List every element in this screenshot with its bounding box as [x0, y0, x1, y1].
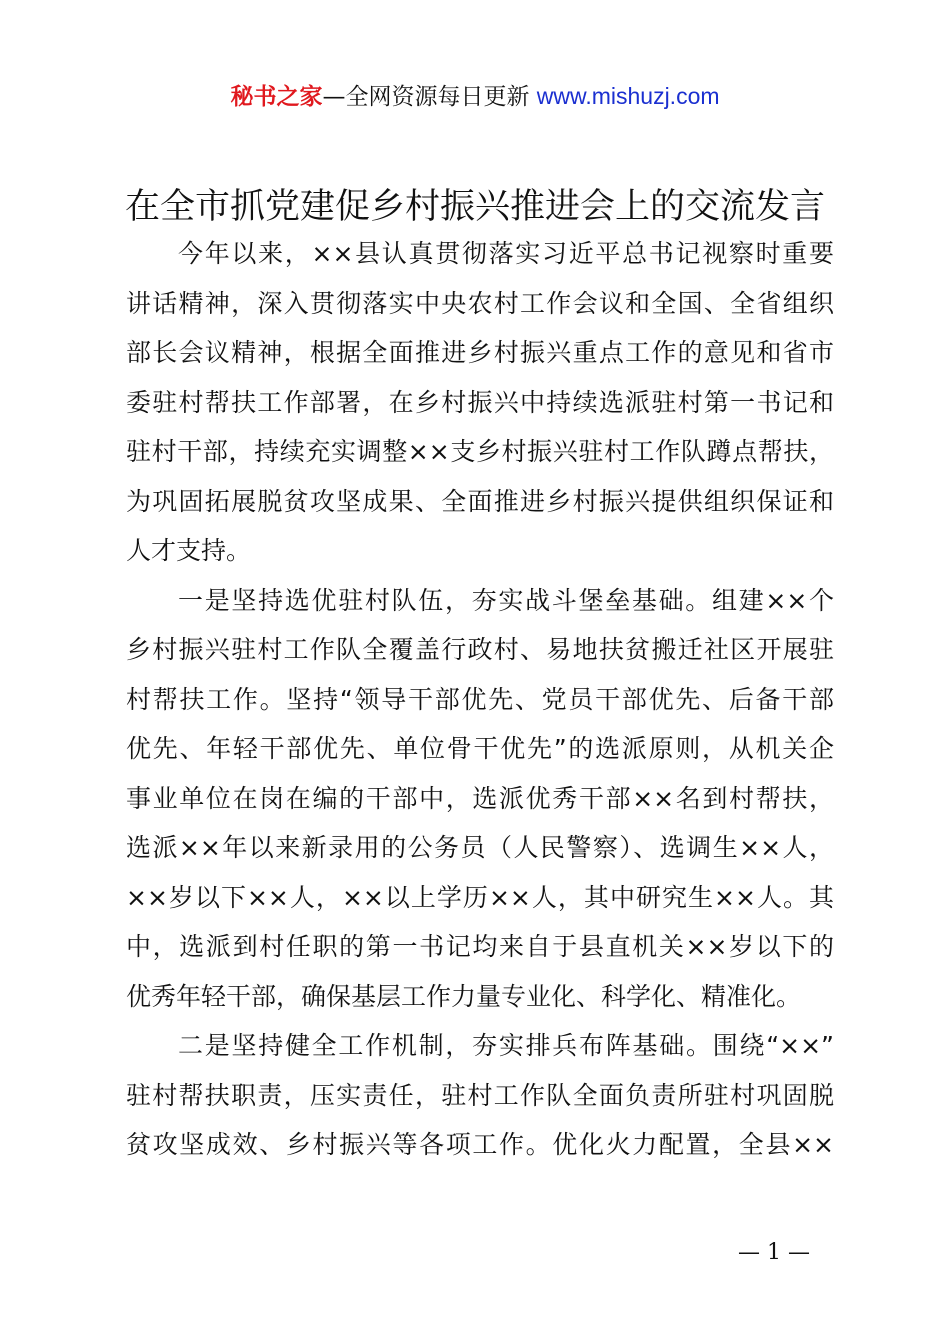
page-number: — 1 — [738, 1240, 810, 1265]
paragraph-1 [126, 229, 834, 576]
text-line: 委驻村帮扶工作部署，在乡村振兴中持续选派驻村第一书记和 [126, 387, 834, 417]
text-line: 一是坚持选优驻村队伍，夯实战斗堡垒基础。组建××个 [178, 585, 834, 615]
text-line: 中，选派到村任职的第一书记均来自于县直机关××岁以下的 [126, 932, 834, 961]
site-header [0, 80, 950, 113]
text-line: 驻村帮扶职责，压实责任，驻村工作队全面负责所驻村巩固脱 [126, 1080, 834, 1110]
text-line: 今年以来，××县认真贯彻落实习近平总书记视察时重要 [178, 239, 834, 268]
text-line: 讲话精神，深入贯彻落实中央农村工作会议和全国、全省组织 [126, 288, 834, 318]
text-line: 选派××年以来新录用的公务员（人民警察）、选调生××人， [126, 833, 834, 862]
paragraph-2 [126, 576, 834, 1022]
text-line: ××岁以下××人，××以上学历××人，其中研究生××人。其 [126, 882, 834, 912]
paragraph-3 [126, 1021, 834, 1170]
text-line: 为巩固拓展脱贫攻坚成果、全面推进乡村振兴提供组织保证和 [126, 486, 834, 516]
text-line: 优秀年轻干部，确保基层工作力量专业化、科学化、精准化。 [126, 981, 802, 1011]
text-line: 村帮扶工作。坚持“领导干部优先、党员干部优先、后备干部 [126, 684, 834, 714]
brand-name: 秘书之家 [230, 84, 323, 110]
text-line: 贫攻坚成效、乡村振兴等各项工作。优化火力配置，全县×× [126, 1130, 834, 1159]
text-line: 事业单位在岗在编的干部中，选派优秀干部××名到村帮扶， [126, 783, 834, 813]
text-line: 驻村干部，持续充实调整××支乡村振兴驻村工作队蹲点帮扶， [126, 437, 834, 466]
text-line: 人才支持。 [126, 536, 252, 565]
document-title: 在全市抓党建促乡村振兴推进会上的交流发言 [124, 187, 825, 227]
document-body [126, 229, 834, 1170]
text-line: 优先、年轻干部优先、单位骨干优先”的选派原则，从机关企 [126, 734, 834, 763]
site-url[interactable]: www.mishuzj.com [536, 83, 720, 109]
text-line: 乡村振兴驻村工作队全覆盖行政村、易地扶贫搬迁社区开展驻 [126, 635, 834, 664]
text-line: 二是坚持健全工作机制，夯实排兵布阵基础。围绕“××” [178, 1031, 834, 1060]
text-line: 部长会议精神，根据全面推进乡村振兴重点工作的意见和省市 [126, 338, 834, 367]
header-tagline: —全网资源每日更新 [322, 84, 537, 110]
